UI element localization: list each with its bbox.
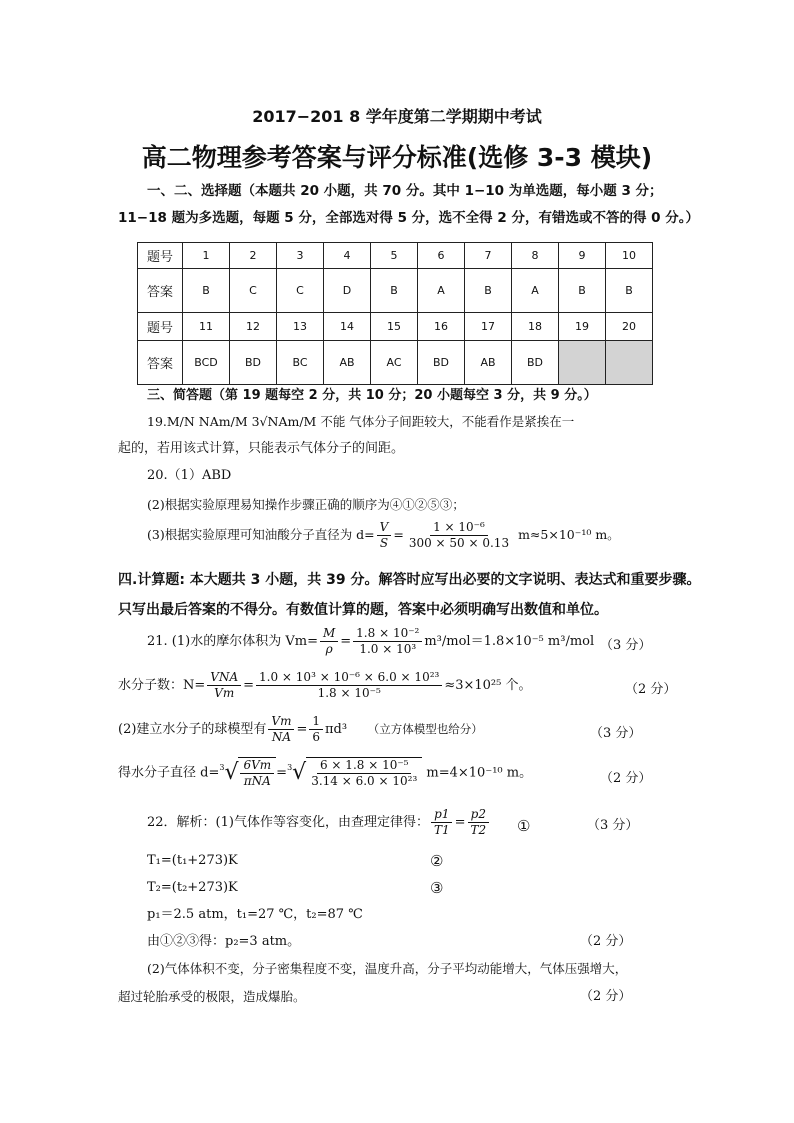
section1-line1: 一、二、选择题（本题共 20 小题，共 70 分。其中 1−10 为单选题，每小题 3 分； (147, 183, 663, 199)
numerator: 6Vm (240, 758, 274, 774)
q21-line4: 得水分子直径 d= 3 √ 6Vm πNA = 3 √ $\frac{\text{6 × 1.8 × 10⁻⁵}}{\text{3.14 × 6.0 × 10²³}}$ m=4×10⁻¹⁰ m。 (118, 758, 533, 788)
question-number: 16 (418, 313, 465, 341)
q22-line6: (2)气体体积不变，分子密集程度不变，温度升高，分子平均动能增大，气体压强增大， (147, 961, 628, 976)
denominator: NA (271, 730, 292, 744)
question-number: 9 (559, 243, 606, 269)
denominator: 1.8 × 10⁻⁵ (317, 686, 381, 700)
answer-table (137, 242, 653, 385)
q19-line1: 19.M/N NAm/M 3√NAm/M 不能 气体分子间距较大，不能看作是紧挨在一 (147, 414, 575, 429)
question-number: 3 (277, 243, 324, 269)
question-number: 20 (606, 313, 653, 341)
answer-cell: B (183, 269, 230, 313)
question-number: 12 (230, 313, 277, 341)
text: πd³ (325, 722, 348, 737)
numerator: M (320, 626, 338, 642)
root-index: 3 (219, 763, 225, 772)
question-number: 19 (559, 313, 606, 341)
q22-line4: p₁＝2.5 atm，t₁=27 ℃，t₂=87 ℃ (147, 907, 363, 922)
answer-cell: AB (324, 341, 371, 385)
question-number: 15 (371, 313, 418, 341)
score: （2 分） (625, 682, 677, 697)
question-number: 2 (230, 243, 277, 269)
numerator: Vm (268, 714, 294, 730)
answer-cell: B (606, 269, 653, 313)
answer-cell: AB (465, 341, 512, 385)
q22-line7: 超过轮胎承受的极限，造成爆胎。 (118, 989, 306, 1004)
denominator: 300 × 50 × 0.13 (408, 536, 510, 550)
text: m³/mol＝1.8×10⁻⁵ m³/mol (424, 634, 595, 649)
denominator: T1 (433, 823, 450, 837)
answer-cell: BD (230, 341, 277, 385)
answer-cell: A (512, 269, 559, 313)
question-number: 6 (418, 243, 465, 269)
question-number: 8 (512, 243, 559, 269)
row-label: 题号 (138, 313, 183, 341)
numerator: V (377, 520, 392, 536)
text: 得水分子直径 d= (118, 765, 220, 781)
text: (2)建立水分子的球模型有 (118, 722, 267, 737)
q22-line2: T₁=(t₁+273)K (147, 853, 238, 868)
numerator: p2 (468, 807, 489, 823)
denominator: 1.0 × 10³ (359, 642, 417, 656)
q20-part2: (2)根据实验原理易知操作步骤正确的顺序为④①②⑤③； (147, 497, 465, 512)
denominator: Vm (214, 686, 235, 700)
q21-line1: 21. (1)水的摩尔体积为 Vm= $\frac{M}{\rho}$ = $\frac{\text{1.8 × 10⁻²}}{\text{1.0 × 10³}}$ m³/mol＝1.8×10⁻⁵ m³/mol (147, 626, 595, 656)
answer-cell: C (230, 269, 277, 313)
question-number: 4 (324, 243, 371, 269)
score: （2 分） (580, 934, 632, 949)
question-number: 5 (371, 243, 418, 269)
denominator: S (379, 536, 389, 550)
question-number: 11 (183, 313, 230, 341)
exam-subtitle: 2017−201 8 学年度第二学期期中考试 (252, 107, 542, 126)
numerator: 6 × 1.8 × 10⁻⁵ (317, 758, 412, 774)
numerator: VNA (207, 670, 241, 686)
score: （3 分） (600, 638, 652, 653)
score: （2 分） (580, 989, 632, 1004)
score: （3 分） (587, 818, 639, 833)
section1-line2: 11−18 题为多选题，每题 5 分，全部选对得 5 分，选不全得 2 分，有错选或不答的得 0 分。） (118, 210, 700, 226)
answer-cell: A (418, 269, 465, 313)
numerator: 1 × 10⁻⁶ (430, 520, 488, 536)
equation-mark: ① (517, 817, 531, 835)
root-index: 3 (287, 763, 293, 772)
text: 22．解析：(1)气体作等容变化，由查理定律得： (147, 815, 429, 830)
answer-cell: BD (512, 341, 559, 385)
numerator: 1.0 × 10³ × 10⁻⁶ × 6.0 × 10²³ (256, 670, 442, 686)
question-number: 7 (465, 243, 512, 269)
numerator: 1 (309, 714, 323, 730)
question-number: 17 (465, 313, 512, 341)
text: ≈3×10²⁵ 个。 (444, 678, 532, 693)
q22-line5: 由①②③得：p₂=3 atm。 (147, 934, 301, 949)
numerator: 1.8 × 10⁻² (353, 626, 422, 642)
text: m≈5×10⁻¹⁰ m。 (518, 527, 620, 542)
answer-cell: C (277, 269, 324, 313)
section4-line1: 四.计算题: 本大题共 3 小题，共 39 分。解答时应写出必要的文字说明、表达式和重要步骤。 (118, 572, 701, 588)
question-number: 1 (183, 243, 230, 269)
row-label: 答案 (138, 341, 183, 385)
q21-line3: (2)建立水分子的球模型有 $\frac{Vm}{NA}$ = $\frac{1}{6}$ πd³ （立方体模型也给分） (118, 714, 483, 744)
text: 水分子数：N= (118, 678, 206, 693)
answer-cell (606, 341, 653, 385)
q22-line3: T₂=(t₂+273)K (147, 880, 238, 895)
answer-cell (559, 341, 606, 385)
note: （立方体模型也给分） (367, 722, 483, 736)
section4-line2: 只写出最后答案的不得分。有数值计算的题，答案中必须明确写出数值和单位。 (118, 602, 608, 618)
row-label: 答案 (138, 269, 183, 313)
section3-heading: 三、简答题（第 19 题每空 2 分，共 10 分；20 小题每空 3 分，共 9 分。） (147, 388, 597, 403)
answer-cell: B (371, 269, 418, 313)
score: （3 分） (590, 726, 642, 741)
denominator: ρ (325, 642, 333, 656)
question-number: 10 (606, 243, 653, 269)
q20-part1: 20.（1）ABD (147, 468, 232, 483)
question-number: 13 (277, 313, 324, 341)
q20-part3: (3)根据实验原理可知油酸分子直径为 d= $\frac{V}{S}$ = $\frac{\text{1 × 10⁻⁶}}{300 \times 50 \times 0.13}$ m≈5×10⁻¹⁰ m。 (147, 520, 620, 550)
answer-cell: BC (277, 341, 324, 385)
equation-mark: ② (430, 852, 444, 870)
q21-line2: 水分子数：N= VNA Vm = $\frac{\text{1.0 × 10³ × 10⁻⁶ × 6.0 × 10²³}}{\text{1.8 × 10⁻⁵}}$ ≈3×10²⁵ 个。 (118, 670, 532, 700)
denominator: 3.14 × 6.0 × 10²³ (311, 774, 418, 788)
question-number: 14 (324, 313, 371, 341)
text: 21. (1)水的摩尔体积为 Vm= (147, 634, 318, 649)
denominator: πNA (243, 774, 271, 788)
numerator: p1 (431, 807, 452, 823)
equation-mark: ③ (430, 879, 444, 897)
question-number: 18 (512, 313, 559, 341)
q19-line2: 起的，若用该式计算，只能表示气体分子的间距。 (118, 441, 405, 456)
answer-cell: BD (418, 341, 465, 385)
denominator: T2 (470, 823, 487, 837)
row-label: 题号 (138, 243, 183, 269)
answer-cell: B (465, 269, 512, 313)
page-title: 高二物理参考答案与评分标准(选修 3-3 模块) (141, 143, 653, 172)
q22-line1: 22．解析：(1)气体作等容变化，由查理定律得： $\frac{p1}{T1}$ = $\frac{p2}{T2}$ (147, 807, 491, 838)
answer-cell: AC (371, 341, 418, 385)
text: m=4×10⁻¹⁰ m。 (426, 765, 533, 781)
answer-cell: D (324, 269, 371, 313)
denominator: 6 (312, 730, 321, 744)
answer-cell: B (559, 269, 606, 313)
score: （2 分） (600, 771, 652, 786)
text: (3)根据实验原理可知油酸分子直径为 d= (147, 527, 375, 542)
answer-cell: BCD (183, 341, 230, 385)
